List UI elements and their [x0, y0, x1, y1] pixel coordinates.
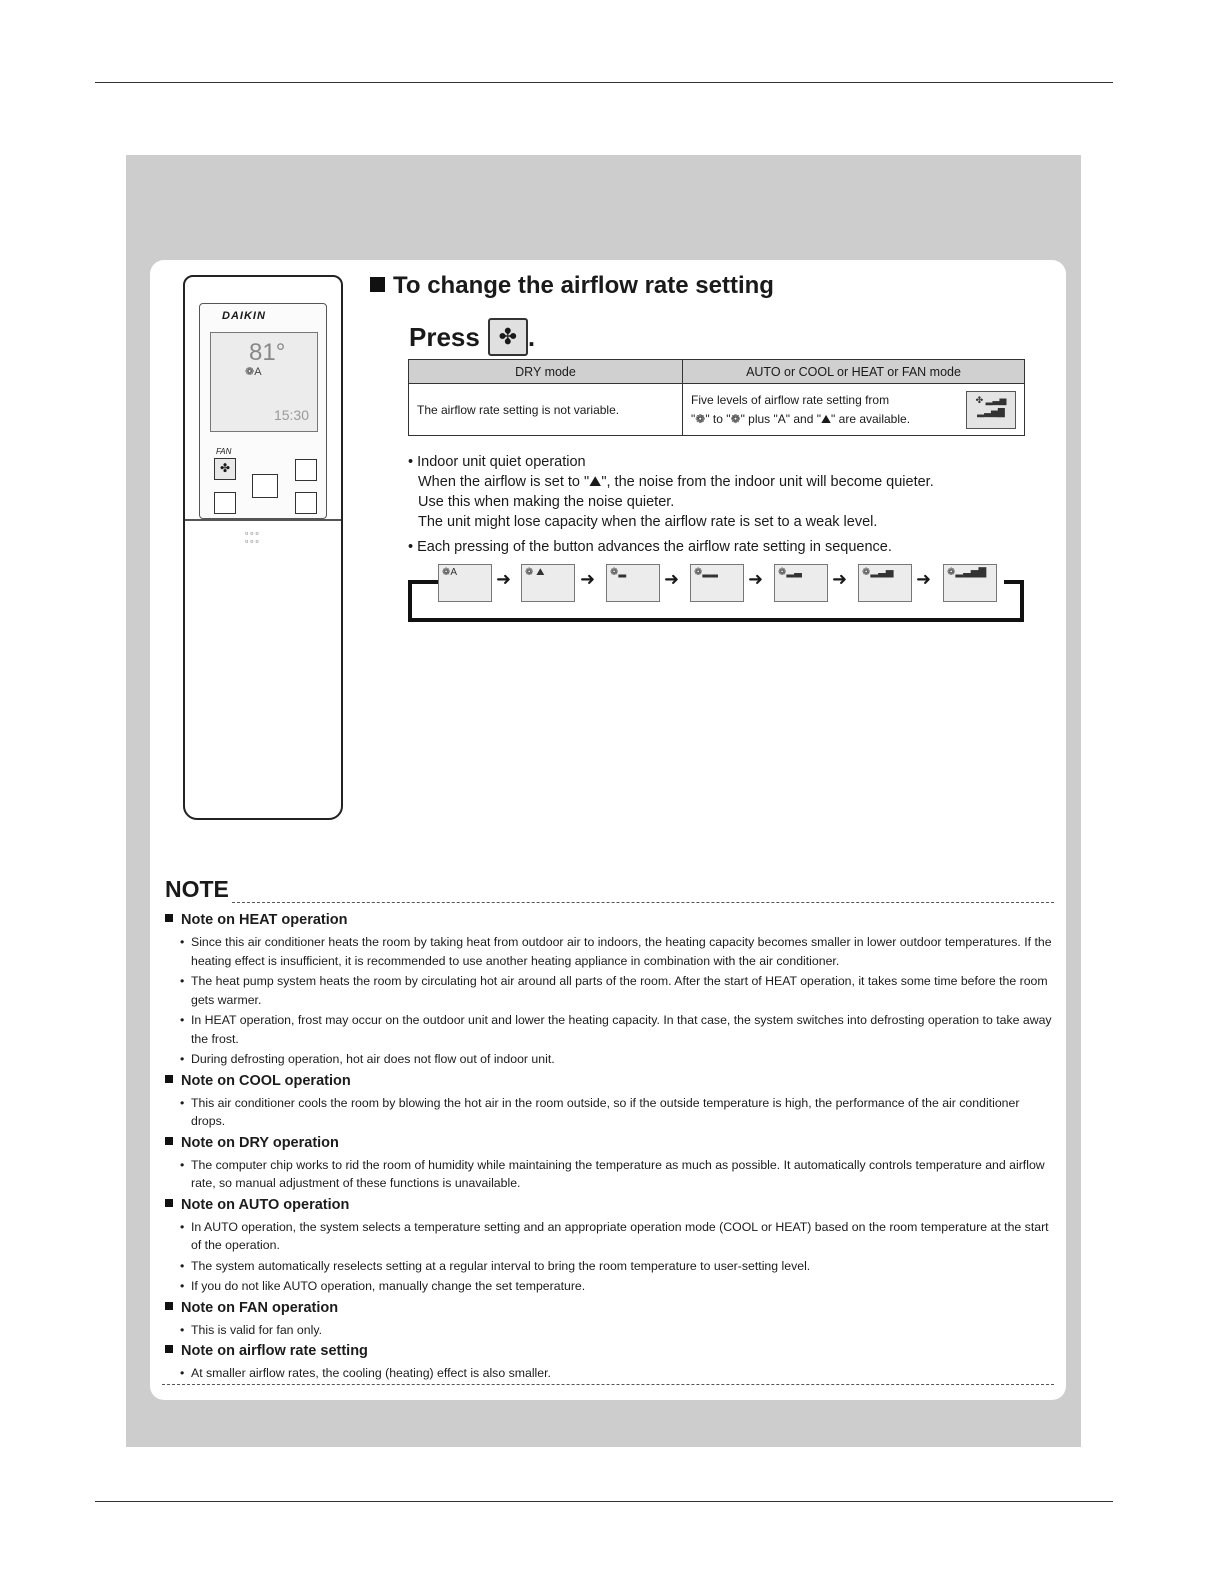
press-period: .: [527, 321, 536, 352]
sequence-note: • Each pressing of the button advances the airflow rate setting in sequence.: [408, 539, 892, 555]
lcd-time: 15:30: [273, 407, 309, 423]
remote-fan-button[interactable]: ✤: [214, 458, 236, 480]
remote-button[interactable]: [252, 474, 278, 498]
square-bullet-icon: [165, 1075, 173, 1083]
remote-controller: [183, 275, 343, 820]
note-item: • Since this air conditioner heats the room by taking heat from outdoor air to indoors, the heating capacity becomes smaller in lower outdoor temperatures. If the heating effect is insufficient, it is recommended to use another heating appliance in combination with the air conditioner.: [165, 933, 1055, 970]
remote-button[interactable]: [295, 459, 317, 481]
note-item: • During defrosting operation, hot air does not flow out of indoor unit.: [165, 1050, 1055, 1069]
press-label: Press: [409, 321, 480, 352]
note-item: • This air conditioner cools the room by blowing the hot air in the room outside, so if the outside temperature is high, the performance of the air conditioner drops.: [165, 1094, 1055, 1131]
airflow-sequence-diagram: [406, 560, 1026, 626]
note-item: • If you do not like AUTO operation, manually change the set temperature.: [165, 1277, 1055, 1296]
note-section-auto: [165, 1195, 1055, 1296]
note-heading: Note on COOL operation: [165, 1071, 1055, 1091]
section-title: To change the airflow rate setting: [370, 272, 774, 300]
sequence-step: ❁ ⛰: [521, 564, 575, 602]
sequence-loop-tick: [1004, 580, 1024, 584]
lcd-fan-indicator: ❁A: [245, 366, 262, 378]
note-heading: Note on FAN operation: [165, 1298, 1055, 1318]
fan-label: FAN: [216, 447, 232, 456]
quiet-line-3: The unit might lose capacity when the airflow rate is set to a weak level.: [418, 514, 878, 530]
auto-text-line1: Five levels of airflow rate setting from: [691, 392, 890, 407]
note-item: • The computer chip works to rid the room of humidity while maintaining the temperature as much as possible. It automatically controls temperature and airflow rate, so manual adjustment of these functions is unavailable.: [165, 1156, 1055, 1193]
note-item: • In AUTO operation, the system selects a temperature setting and an appropriate operation mode (COOL or HEAT) based on the room temperature at the start of the operation.: [165, 1218, 1055, 1255]
note-heading: Note on HEAT operation: [165, 910, 1055, 930]
fan-levels-lcd-icon: ✤ ▂▃▅ ▂▃▅▇: [966, 391, 1016, 429]
remote-cover-line: [185, 519, 341, 521]
note-heading: Note on airflow rate setting: [165, 1341, 1055, 1361]
top-rule: [95, 82, 1113, 83]
note-heading: Note on DRY operation: [165, 1133, 1055, 1153]
bottom-rule: [95, 1501, 1113, 1502]
note-item: • The system automatically reselects setting at a regular interval to bring the room temperature to user-setting level.: [165, 1257, 1055, 1276]
daikin-logo: DAIKIN: [222, 310, 266, 322]
right-arrow-icon: ➜: [664, 569, 680, 589]
square-bullet-icon: [165, 1302, 173, 1310]
remote-face: [199, 303, 327, 519]
right-arrow-icon: ➜: [832, 569, 848, 589]
remote-button[interactable]: [214, 492, 236, 514]
quiet-line-1: When the airflow is set to "⛰", the noise from the indoor unit will become quieter.: [418, 474, 934, 490]
lcd-temperature: 81°: [249, 339, 286, 366]
square-bullet-icon: [165, 1199, 173, 1207]
square-bullet-icon: [165, 914, 173, 922]
note-section-cool: [165, 1071, 1055, 1131]
sequence-step: ❁▂▃: [774, 564, 828, 602]
quiet-title: • Indoor unit quiet operation: [408, 454, 586, 470]
right-arrow-icon: ➜: [916, 569, 932, 589]
note-body: [165, 908, 1055, 1385]
sequence-step: ❁▂: [606, 564, 660, 602]
note-section-dry: [165, 1133, 1055, 1193]
sequence-step: ❁▂▂: [690, 564, 744, 602]
note-item: • At smaller airflow rates, the cooling (heating) effect is also smaller.: [165, 1364, 1055, 1383]
square-bullet-icon: [370, 277, 385, 292]
quiet-line-2: Use this when making the noise quieter.: [418, 494, 675, 510]
auto-cell: [683, 384, 1025, 436]
airflow-notes: [408, 452, 934, 557]
sequence-step: ❁▂▃▅: [858, 564, 912, 602]
right-arrow-icon: ➜: [496, 569, 512, 589]
square-bullet-icon: [165, 1137, 173, 1145]
note-item: • This is valid for fan only.: [165, 1321, 1055, 1340]
press-instruction: [409, 318, 535, 356]
sequence-loop-tick: [408, 580, 438, 584]
auto-text-line2: "❁" to "❁" plus "A" and "⛰" are available.: [691, 411, 911, 426]
table-header-dry: DRY mode: [409, 360, 683, 384]
note-section-airflow: [165, 1341, 1055, 1383]
note-divider: [232, 902, 1054, 903]
remote-lcd: [210, 332, 318, 432]
note-section-fan: [165, 1298, 1055, 1340]
right-arrow-icon: ➜: [748, 569, 764, 589]
fan-button-icon: ✤: [488, 318, 528, 356]
note-title: NOTE: [165, 876, 229, 902]
mode-table: [408, 359, 1025, 436]
dry-cell: The airflow rate setting is not variable.: [409, 384, 683, 436]
note-heading: Note on AUTO operation: [165, 1195, 1055, 1215]
square-bullet-icon: [165, 1345, 173, 1353]
remote-dots: ▫▫▫ ▫▫▫: [245, 528, 261, 546]
remote-button[interactable]: [295, 492, 317, 514]
note-item: • In HEAT operation, frost may occur on the outdoor unit and lower the heating capacity. In that case, the system switches into defrosting operation to take away the frost.: [165, 1011, 1055, 1048]
sequence-step: ❁A: [438, 564, 492, 602]
right-arrow-icon: ➜: [580, 569, 596, 589]
note-item: • The heat pump system heats the room by circulating hot air around all parts of the room. After the start of HEAT operation, it takes some time before the room gets warmer.: [165, 972, 1055, 1009]
note-section-heat: [165, 910, 1055, 1069]
sequence-step: ❁▂▃▅▇: [943, 564, 997, 602]
table-header-auto: AUTO or COOL or HEAT or FAN mode: [683, 360, 1025, 384]
